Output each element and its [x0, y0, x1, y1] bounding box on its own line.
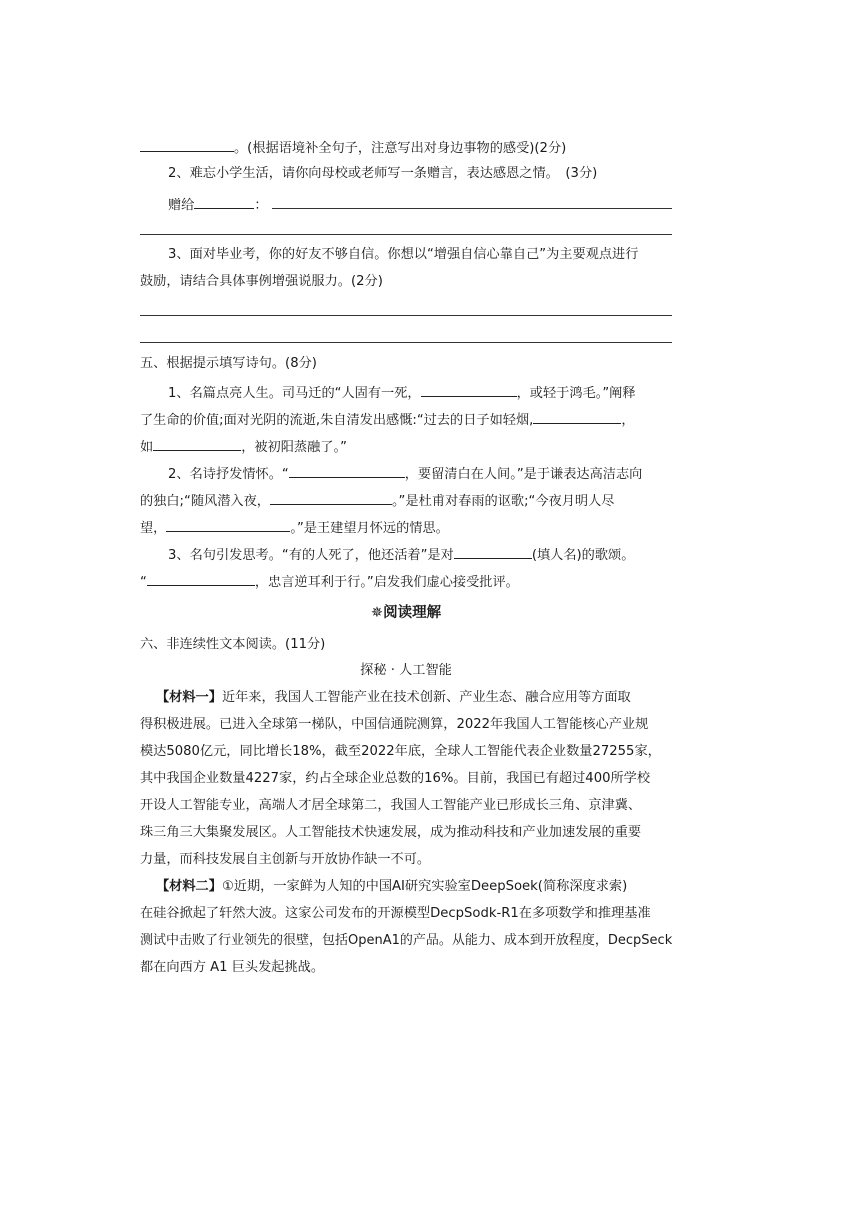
poem-blank[interactable]: [153, 436, 241, 451]
poem-blank[interactable]: [166, 517, 290, 532]
article-subtitle: 探秘 · 人工智能: [360, 663, 452, 678]
q5-item2-line1: 2、名诗抒发情怀。“ ，要留清白在人间。”是于谦表达高洁志向: [168, 463, 672, 484]
q4-item3-line2: 鼓励，请结合具体事例增强说服力。(2分): [140, 274, 383, 289]
q5-item2-line3: 望， 。”是王建望月怀远的情思。: [140, 517, 672, 538]
name-blank[interactable]: [454, 544, 532, 559]
q6-title: 六、非连续性文本阅读。(11分): [140, 637, 326, 652]
material2-line3: 测试中击败了行业领先的很壁，包括OpenA1的产品。从能力、成本到开放程度，DecpSeck: [140, 933, 673, 948]
material1-line4: 其中我国企业数量4227家，约占全球企业总数的16%。目前，我国已有超过400所学校: [140, 771, 651, 786]
material1-line1: 【材料一】近年来，我国人工智能产业在技术创新、产业生态、融合应用等方面取: [156, 690, 631, 705]
answer-line[interactable]: [272, 208, 672, 209]
q5-item1-line1: 1、名篇点亮人生。司马迁的“人固有一死， ，或轻于鸿毛。”阐释: [168, 382, 672, 403]
answer-line[interactable]: [140, 315, 672, 316]
poem-blank[interactable]: [421, 382, 517, 397]
q4-gift-line: 赠给 ：: [168, 194, 672, 215]
q5-title: 五、根据提示填写诗句。(8分): [140, 356, 317, 371]
material2-line4: 都在向西方 A1 巨头发起挑战。: [140, 960, 325, 975]
answer-blank[interactable]: [140, 137, 234, 152]
q4-item3-line1: 3、面对毕业考，你的好友不够自信。你想以“增强自信心靠自己”为主要观点进行: [168, 247, 639, 262]
material2-line2: 在硅谷掀起了轩然大波。这家公司发布的开源模型DecpSodk-R1在多项数学和推理基准: [140, 906, 651, 921]
q5-item1-line3: 如 ，被初阳蒸融了。”: [140, 436, 672, 457]
q4-item2-line: 2、难忘小学生活，请你向母校或老师写一条赠言，表达感恩之情。 (3分): [168, 166, 598, 181]
gift-recipient-blank[interactable]: [194, 194, 254, 209]
q5-item2-line2: 的独白;“随风潜入夜， 。”是杜甫对春雨的讴歌;“今夜月明人尽: [140, 490, 672, 511]
poem-blank[interactable]: [289, 463, 405, 478]
answer-line[interactable]: [140, 342, 672, 343]
poem-blank[interactable]: [270, 490, 392, 505]
material1-line5: 开设人工智能专业，高端人才居全球第二，我国人工智能产业已形成长三角、京津冀、: [140, 798, 642, 813]
q5-item3-line2: “ ，忠言逆耳利于行。”启发我们虚心接受批评。: [140, 571, 672, 592]
q5-item3-line1: 3、名句引发思考。“有的人死了，他还活着”是对 (填人名)的歌颂。: [168, 544, 672, 565]
q4-item1-tail-line: 。(根据语境补全句子，注意写出对身边事物的感受)(2分): [140, 137, 672, 158]
material1-line2: 得积极进展。已进入全球第一梯队，中国信通院测算，2022年我国人工智能核心产业规: [140, 717, 649, 732]
material1-line7: 力量，而科技发展自主创新与开放协作缺一不可。: [140, 852, 431, 867]
poem-blank[interactable]: [147, 571, 255, 586]
reading-section-heading: ✵阅读理解: [370, 605, 442, 621]
q5-item1-line2: 了生命的价值;面对光阴的流逝,朱自清发出感慨:“过去的日子如轻烟, ，: [140, 409, 672, 430]
material1-line3: 模达5080亿元，同比增长18%，截至2022年底，全球人工智能代表企业数量27255家，: [140, 744, 661, 759]
material2-line1: 【材料二】①近期，一家鲜为人知的中国AI研究实验室DeepSoek(简称深度求索): [156, 879, 628, 894]
answer-line[interactable]: [140, 234, 672, 235]
poem-blank[interactable]: [533, 409, 621, 424]
material1-line6: 珠三角三大集聚发展区。人工智能技术快速发展，成为推动科技和产业加速发展的重要: [140, 825, 642, 840]
